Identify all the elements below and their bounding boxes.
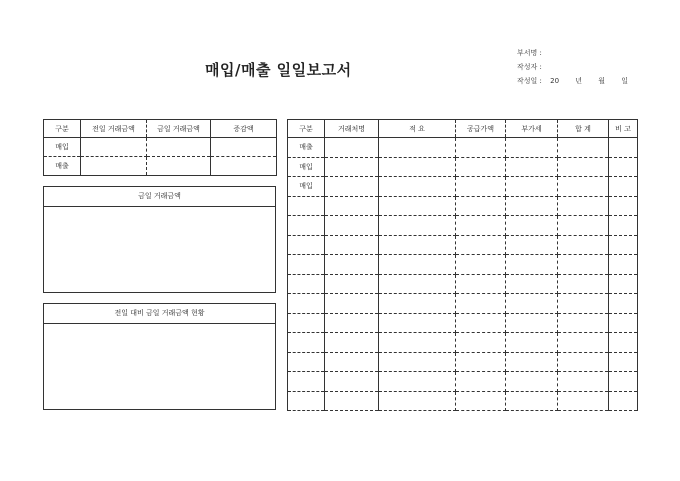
detail-header: 구분	[288, 120, 325, 138]
detail-cell[interactable]	[506, 391, 558, 411]
detail-cell[interactable]	[506, 313, 558, 333]
detail-cell[interactable]	[609, 274, 638, 294]
detail-cell[interactable]	[379, 216, 456, 236]
page-title: 매입/매출 일일보고서	[205, 61, 352, 79]
detail-cell[interactable]	[558, 313, 609, 333]
detail-cell[interactable]	[558, 157, 609, 177]
summary-row	[44, 157, 277, 176]
box-title: 전일 대비 금일 거래금액 현황	[44, 304, 275, 324]
detail-table	[287, 119, 638, 411]
detail-row	[288, 391, 638, 411]
detail-cell[interactable]	[558, 391, 609, 411]
summary-header: 구분	[44, 120, 81, 138]
detail-cell[interactable]	[506, 157, 558, 177]
summary-table	[43, 119, 277, 176]
detail-cell[interactable]	[609, 372, 638, 392]
detail-cell[interactable]	[558, 255, 609, 275]
row-category: 매입	[288, 177, 325, 197]
detail-header-row	[288, 120, 638, 138]
detail-cell[interactable]	[506, 372, 558, 392]
detail-cell[interactable]	[558, 333, 609, 353]
detail-cell[interactable]	[456, 372, 506, 392]
detail-cell[interactable]	[456, 294, 506, 314]
detail-cell[interactable]	[456, 157, 506, 177]
detail-cell[interactable]	[325, 255, 379, 275]
detail-cell[interactable]	[558, 352, 609, 372]
detail-cell[interactable]	[379, 294, 456, 314]
detail-row	[288, 216, 638, 236]
summary-header-row	[44, 120, 277, 138]
row-category	[288, 255, 325, 275]
detail-header: 적 요	[379, 120, 456, 138]
detail-cell[interactable]	[379, 372, 456, 392]
detail-cell[interactable]	[609, 216, 638, 236]
detail-cell[interactable]	[325, 196, 379, 216]
row-label: 매입	[44, 138, 81, 157]
detail-cell[interactable]	[379, 177, 456, 197]
amount-cell[interactable]	[147, 157, 211, 176]
detail-cell[interactable]	[456, 274, 506, 294]
detail-cell[interactable]	[379, 235, 456, 255]
detail-cell[interactable]	[558, 235, 609, 255]
detail-cell[interactable]	[379, 333, 456, 353]
detail-cell[interactable]	[325, 157, 379, 177]
detail-row	[288, 196, 638, 216]
detail-cell[interactable]	[558, 274, 609, 294]
detail-cell[interactable]	[609, 157, 638, 177]
detail-cell[interactable]	[456, 216, 506, 236]
detail-cell[interactable]	[325, 352, 379, 372]
detail-row	[288, 177, 638, 197]
date-field[interactable]: 작성일 : 20 년 월 일	[517, 77, 629, 85]
detail-cell[interactable]	[558, 372, 609, 392]
detail-row	[288, 274, 638, 294]
detail-cell[interactable]	[456, 255, 506, 275]
detail-cell[interactable]	[379, 352, 456, 372]
detail-cell[interactable]	[456, 352, 506, 372]
detail-cell[interactable]	[506, 177, 558, 197]
detail-cell[interactable]	[506, 274, 558, 294]
row-category	[288, 391, 325, 411]
detail-cell[interactable]	[506, 235, 558, 255]
detail-cell[interactable]	[325, 391, 379, 411]
detail-cell[interactable]	[609, 313, 638, 333]
summary-row	[44, 138, 277, 157]
amount-cell[interactable]	[147, 138, 211, 157]
today-amount-box	[43, 186, 276, 293]
detail-cell[interactable]	[609, 196, 638, 216]
row-category	[288, 216, 325, 236]
detail-cell[interactable]	[325, 235, 379, 255]
detail-row	[288, 235, 638, 255]
detail-header: 비 고	[609, 120, 638, 138]
detail-cell[interactable]	[325, 216, 379, 236]
detail-row	[288, 294, 638, 314]
detail-cell[interactable]	[379, 157, 456, 177]
detail-cell[interactable]	[609, 235, 638, 255]
detail-cell[interactable]	[325, 372, 379, 392]
detail-cell[interactable]	[609, 138, 638, 158]
detail-row	[288, 138, 638, 158]
detail-cell[interactable]	[325, 138, 379, 158]
detail-cell[interactable]	[379, 255, 456, 275]
detail-cell[interactable]	[456, 391, 506, 411]
detail-cell[interactable]	[609, 391, 638, 411]
detail-row	[288, 352, 638, 372]
dept-field[interactable]: 부서명 :	[517, 49, 542, 57]
detail-row	[288, 255, 638, 275]
detail-cell[interactable]	[506, 352, 558, 372]
detail-cell[interactable]	[506, 333, 558, 353]
detail-cell[interactable]	[456, 313, 506, 333]
amount-cell[interactable]	[211, 157, 277, 176]
detail-cell[interactable]	[456, 177, 506, 197]
detail-row	[288, 157, 638, 177]
summary-header: 전일 거래금액	[81, 120, 147, 138]
detail-cell[interactable]	[379, 313, 456, 333]
row-category	[288, 274, 325, 294]
row-category	[288, 294, 325, 314]
detail-cell[interactable]	[379, 391, 456, 411]
detail-cell[interactable]	[609, 255, 638, 275]
detail-row	[288, 333, 638, 353]
detail-cell[interactable]	[379, 138, 456, 158]
row-category	[288, 235, 325, 255]
detail-cell[interactable]	[558, 196, 609, 216]
detail-cell[interactable]	[456, 333, 506, 353]
detail-cell[interactable]	[609, 294, 638, 314]
detail-cell[interactable]	[456, 196, 506, 216]
row-category	[288, 372, 325, 392]
detail-cell[interactable]	[325, 274, 379, 294]
summary-header: 금일 거래금액	[147, 120, 211, 138]
detail-header: 합 계	[558, 120, 609, 138]
detail-cell[interactable]	[558, 216, 609, 236]
row-category	[288, 333, 325, 353]
detail-cell[interactable]	[325, 313, 379, 333]
detail-cell[interactable]	[325, 294, 379, 314]
detail-cell[interactable]	[379, 274, 456, 294]
detail-cell[interactable]	[558, 294, 609, 314]
amount-cell[interactable]	[211, 138, 277, 157]
detail-cell[interactable]	[456, 235, 506, 255]
comparison-box	[43, 303, 276, 410]
row-category: 매출	[288, 138, 325, 158]
detail-header: 공급가액	[456, 120, 506, 138]
detail-header: 거래처명	[325, 120, 379, 138]
detail-header: 부가세	[506, 120, 558, 138]
detail-cell[interactable]	[325, 333, 379, 353]
detail-cell[interactable]	[456, 138, 506, 158]
row-category	[288, 352, 325, 372]
detail-cell[interactable]	[379, 196, 456, 216]
detail-row	[288, 313, 638, 333]
detail-cell[interactable]	[325, 177, 379, 197]
amount-cell[interactable]	[81, 157, 147, 176]
amount-cell[interactable]	[81, 138, 147, 157]
detail-cell[interactable]	[506, 196, 558, 216]
detail-cell[interactable]	[609, 333, 638, 353]
detail-cell[interactable]	[558, 177, 609, 197]
row-label: 매출	[44, 157, 81, 176]
detail-cell[interactable]	[506, 255, 558, 275]
detail-cell[interactable]	[506, 138, 558, 158]
detail-row	[288, 372, 638, 392]
author-field[interactable]: 작성자 :	[517, 63, 542, 71]
detail-cell[interactable]	[558, 138, 609, 158]
detail-cell[interactable]	[609, 177, 638, 197]
row-category: 매입	[288, 157, 325, 177]
detail-cell[interactable]	[506, 294, 558, 314]
box-title: 금일 거래금액	[44, 187, 275, 207]
summary-header: 증감액	[211, 120, 277, 138]
detail-cell[interactable]	[506, 216, 558, 236]
detail-cell[interactable]	[609, 352, 638, 372]
row-category	[288, 196, 325, 216]
row-category	[288, 313, 325, 333]
